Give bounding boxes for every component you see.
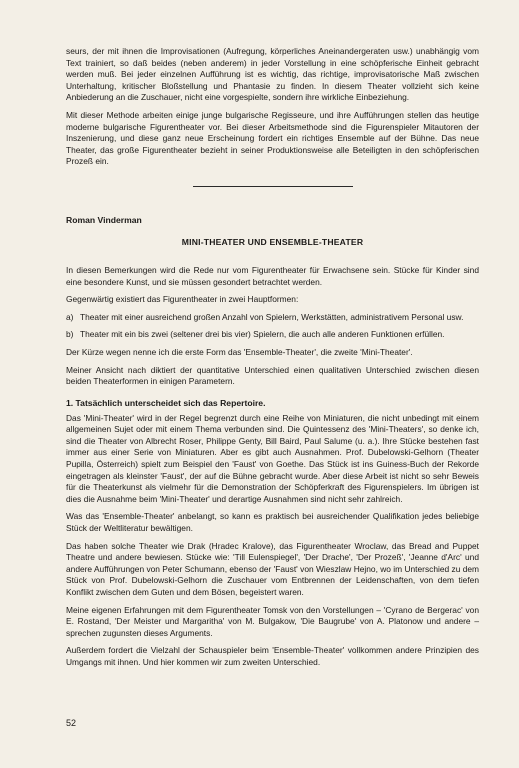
intro-paragraph: Mit dieser Methode arbeiten einige junge bulgarische Regisseure, und ihre Aufführungen stellen das heutige moderne bulgarische Figurentheater vor. Bei dieser Arbeitsmethode sind die Figurenspieler Mitautoren der Inszenierung, und diese ganz neue Erscheinung fordert ein richtiges Ensemble auf der Bühne. Das neue Theater, das große Figurentheater bezieht in seiner Produktionsweise alle Beteiligten in den schöpferischen Prozeß ein. xyxy=(66,109,479,167)
body-paragraph: In diesen Bemerkungen wird die Rede nur vom Figurentheater für Erwachsene sein. Stücke für Kinder sind eine besondere Kunst, und sie müssen gesondert betrachtet werden. xyxy=(66,264,479,287)
body-paragraph: Außerdem fordert die Vielzahl der Schauspieler beim 'Ensemble-Theater' vollkommen andere Prinzipien des Umgangs mit ihnen. Und hier kommen wir zum zweiten Unterschied. xyxy=(66,645,479,667)
body-paragraph: Meine eigenen Erfahrungen mit dem Figurentheater Tomsk von den Vorstellungen – 'Cyrano de Bergerac' von E. Rostand, 'Der Meister und Margaritha' von M. Bulgakow, 'Die Baugrube' von A. Platonow und andere – sprechen zugunsten dieses Arguments. xyxy=(66,604,479,638)
body-paragraph: Das haben solche Theater wie Drak (Hradec Kralove), das Figurentheater Wroclaw, das Bread and Puppet Theatre und andere bewiesen. Stücke wie: 'Till Eulenspiegel', 'Der Drache', 'Der Prozeß', 'Jeanne d'Arc' und andere Aufführungen von Peter Schumann, ebenso der 'Faust' von Wieszlaw Hejno, wo im Unterschied zu dem Stück von Prof. Dubelowski-Gelhorn die Zuschauer vom Entbrennen der Leidenschaften, von dem tiefen Konflikt zwischen dem Guten und dem Bösen, begeistert waren. xyxy=(66,540,479,597)
list-marker: b) xyxy=(66,329,74,340)
list-marker: a) xyxy=(66,311,74,322)
body-paragraph: Der Kürze wegen nenne ich die erste Form das 'Ensemble-Theater', die zweite 'Mini-Theater'. xyxy=(66,346,413,357)
list-item xyxy=(66,312,479,324)
list-item xyxy=(66,329,479,341)
body-paragraph: Gegenwärtig existiert das Figurentheater in zwei Hauptformen: xyxy=(66,294,299,305)
body-paragraph: Was das 'Ensemble-Theater' anbelangt, so kann es praktisch bei ausreichender Qualifikation jedes beliebige Stück der Weltliteratur bewältigen. xyxy=(66,511,479,534)
section-heading: 1. Tatsächlich unterscheidet sich das Repertoire. xyxy=(66,397,266,408)
list-item-text: Theater mit einer ausreichend großen Anzahl von Spielern, Werkstätten, administrativem Personal usw. xyxy=(80,311,464,322)
list-item-text: Theater mit ein bis zwei (seltener drei bis vier) Spielern, die auch alle anderen Funktionen erfüllen. xyxy=(80,329,445,340)
body-paragraph: Das 'Mini-Theater' wird in der Regel begrenzt durch eine Reihe von Miniaturen, die nicht unbedingt mit einem allgemeinen Sujet oder mit einem Thema verbunden sind. Die Quintessenz des 'Mini-Theaters', so denke ich, sind die Theater von Albrecht Roser, Philippe Genty, Bill Baird, Paul Salume (u. a.). Ihre Stücke bestehen fast immer aus einer Serie von Miniaturen. Aber es gibt auch Ausnahmen. Prof. Dubelowski-Gelhorn (Theater Pupilla, Österreich) spielt zum Beispiel den 'Faust' von Goethe. Das Stück ist ins Guiness-Buch der Rekorde eingetragen als kleinster 'Faust', der auf die Bühne gebracht wurde. Aber diese Arbeit ist nicht so sehr Beweis für die Theaterkunst als vielmehr für die Demonstration der Schöpferkraft des Figurenspielers. Im übrigen ist dies die Ausnahme beim 'Mini-Theater' und derartige Ausnahmen sind nicht sehr zahlreich. xyxy=(66,412,479,504)
section-divider xyxy=(193,186,353,187)
intro-paragraph: seurs, der mit ihnen die Improvisationen (Aufregung, körperliches Aneinandergeraten usw.) unabhängig vom Text trainiert, so daß beides (neben anderem) in jeder Vorstellung in eine schöpferische Einheit gebracht werden muß. Bei jeder einzelnen Aufführung ist es wichtig, das richtige, improvisatorische Maß zwischen Unterhaltung, kritischer Bloßstellung und Phantasie zu finden. In diesem Theater vollzieht sich keine Anbiederung an die Zuschauer, nicht eine vorgespielte, sondern ihre wirkliche Einbeziehung. xyxy=(66,46,479,103)
article-title: MINI-THEATER UND ENSEMBLE-THEATER xyxy=(181,236,364,247)
article-author: Roman Vinderman xyxy=(66,214,142,225)
page-number: 52 xyxy=(66,718,77,728)
body-paragraph: Meiner Ansicht nach diktiert der quantitative Unterschied einen qualitativen Unterschied zwischen diesen beiden Theaterformen in einigen Parametern. xyxy=(66,364,479,387)
